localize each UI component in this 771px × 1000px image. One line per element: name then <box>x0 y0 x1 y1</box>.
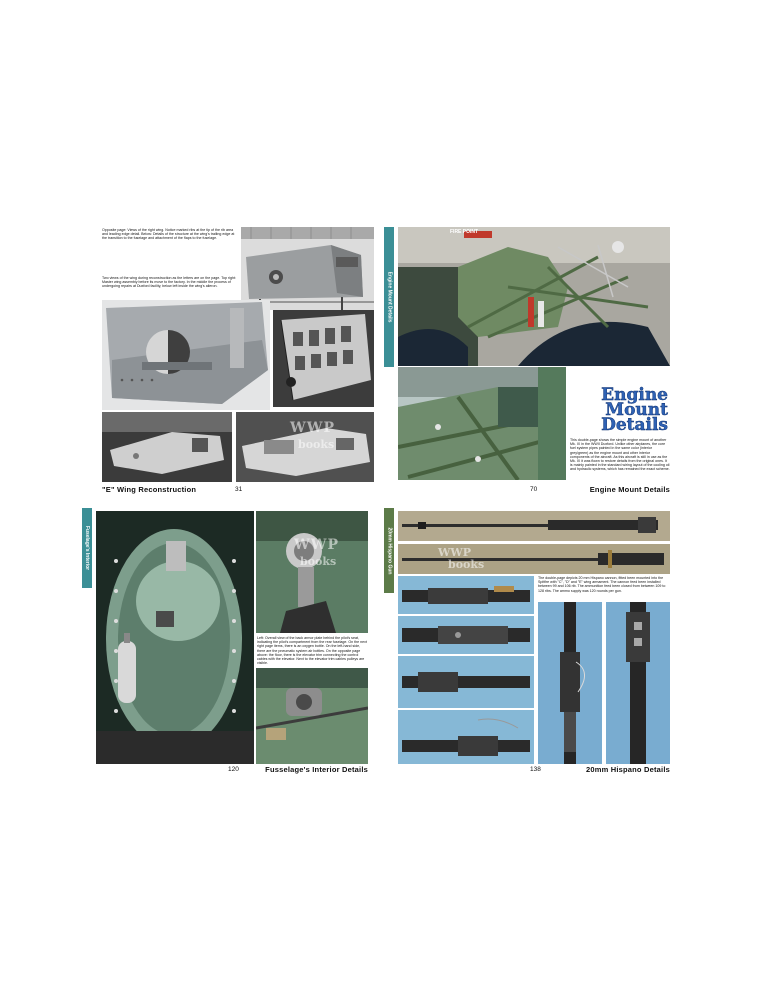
photo-cannon-full-1 <box>398 511 670 541</box>
page-number: 31 <box>235 486 243 493</box>
photo-wing-ribs <box>273 310 374 407</box>
caption-engine-mount: This double-page shows the simple engine mount of another Mk. IX in the WWII Duxford. Unlike other airplanes, the core fuel system pipes painted in the same color (interior grey/green) as the engine mount and other interior components of the aircraft. As this aircraft is still in use as the Mk. IX it was flown to restore details from the original ones. It is mainly painted in the standard wiring layout of the cooling oil and hydraulic systems, which has remained the exact scheme. <box>570 438 670 472</box>
footer-title: Engine Mount Details <box>589 485 670 494</box>
watermark-books: books <box>300 555 337 568</box>
page-number: 70 <box>530 486 538 493</box>
page-engine-mount <box>384 224 672 496</box>
photo-wing-assembly <box>241 227 374 310</box>
watermark-wwp: WWP <box>438 546 471 559</box>
caption-hispano: The double-page depicts 20 mm Hispano cannon, fitted been mounted into the Spitfire with "C", "D" and "E" wing armament. The cannon feed been installed between 99 and 106 rib. The ammunition feed been closed from between 109 to 128 ribs. The ammo supply was 120 rounds per gun. <box>538 576 666 593</box>
section-title <box>568 385 668 435</box>
photo-wing-workshop-1 <box>102 412 232 482</box>
section-title-line-1: Engine <box>601 385 668 405</box>
page-number: 138 <box>530 766 541 773</box>
caption-fuselage: Left: Overall view of the back armor plate behind the pilot's seat, indicating the pilot's compartment from the rear fuselage. On the next right page items, there is an oxygen bottle. On the left-hand side, there are the pneumatic system air bottles. On the opposite page above: the floor, there is the elevator trim connecting the control cables with the elevator. Next to the elevator trim cables pulleys are visible. <box>257 636 367 666</box>
side-tab <box>82 508 92 588</box>
side-tab-label: Fuselage's Interior <box>84 525 91 571</box>
photo-wing-roundel <box>102 300 270 410</box>
footer-title: 20mm Hispano Details <box>585 765 670 774</box>
watermark-wwp: WWP <box>294 537 339 553</box>
photo-wing-workshop-2 <box>236 412 374 482</box>
watermark-wwp: WWP <box>290 420 335 436</box>
photo-oxygen-fitting <box>256 511 368 633</box>
side-tab <box>384 508 394 593</box>
section-title-line-2: Mount <box>605 400 668 420</box>
watermark-books: books <box>298 438 335 451</box>
photo-cannon-vertical-2 <box>606 602 670 764</box>
page-wing-reconstruction <box>100 224 374 496</box>
photo-engine-mount-closeup <box>398 367 566 480</box>
photo-engine-bay <box>398 227 670 366</box>
photo-cannon-full-2 <box>398 544 670 574</box>
section-title-line-3: Details <box>601 415 668 435</box>
side-tab-label: Engine Mount Details <box>386 271 392 323</box>
caption-middle-left: Two views of the wing during reconstruction as the letters are on the page. Top right: Master wing assembly before its move to the factory. In the middle the process of undergoing repairs at Duxford facility, below left inside the wing's aileron. <box>102 276 236 289</box>
side-tab <box>384 227 394 367</box>
side-tab-label: 20mm Hispano Gun <box>386 527 393 574</box>
photo-mechanism-3 <box>398 656 534 708</box>
caption-top-left: Opposite page: Views of the right wing. Notice marked ribs at the tip of the rib area and leading edge detail. Below: Details of the structure at the wing's trailing edge at the transition to the fuselage and attachment of the flaps to the fuselage. <box>102 228 235 241</box>
page-fuselage-interior <box>82 508 372 776</box>
footer-title: "E" Wing Reconstruction <box>102 485 197 494</box>
page-number: 120 <box>228 766 239 773</box>
photo-cannon-vertical-1 <box>538 602 602 764</box>
photo-fuselage-interior <box>96 511 254 764</box>
photo-mechanism-1 <box>398 576 534 614</box>
fire-point-sign: FIRE POINT <box>450 229 479 235</box>
photo-mechanism-2 <box>398 616 534 654</box>
footer-title: Fusselage's Interior Details <box>265 765 368 774</box>
photo-mechanism-4 <box>398 710 534 764</box>
watermark-books: books <box>448 558 485 571</box>
photo-trim-pulley <box>256 668 368 764</box>
page-hispano-gun <box>384 508 672 776</box>
